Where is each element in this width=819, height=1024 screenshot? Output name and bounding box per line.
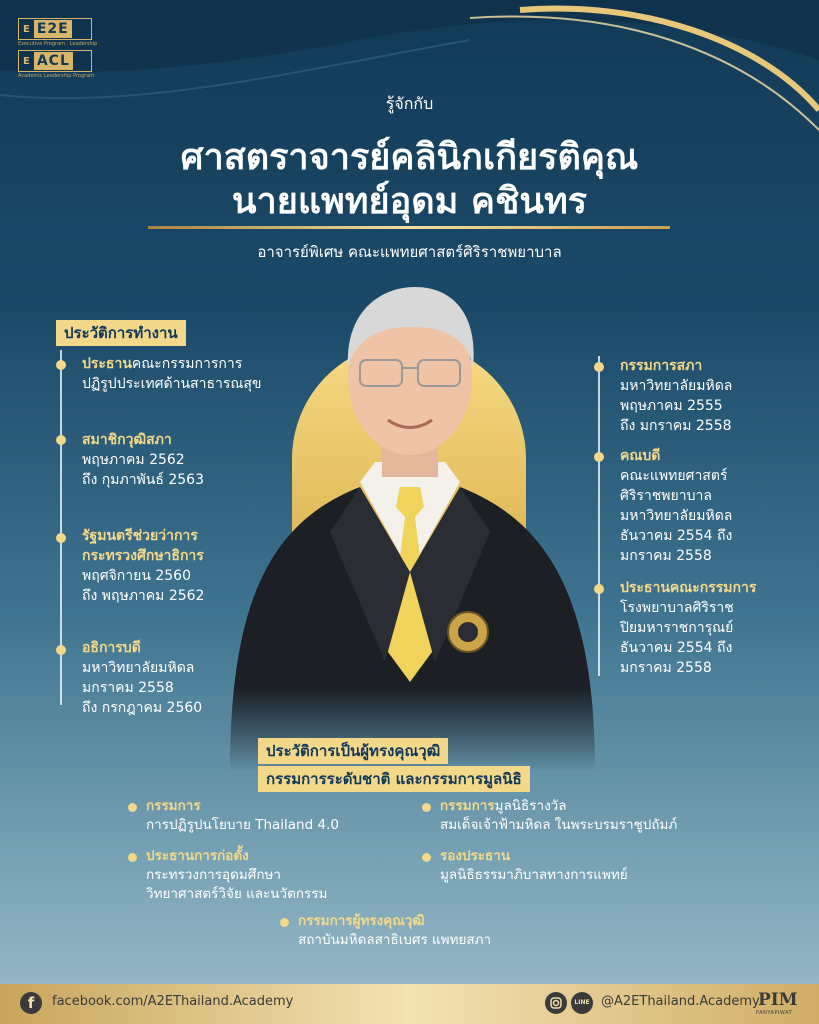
entry-detail: มกราคม 2558 [620,548,712,564]
qualified-entry-2 [440,797,677,835]
timeline-bullet [594,362,604,372]
entry-detail: ถึง มกราคม 2558 [620,418,732,434]
entry-heading: คณบดี [620,448,661,464]
entry-heading: สมาชิกวุฒิสภา [82,432,172,448]
facebook-link[interactable]: facebook.com/A2EThailand.Academy [52,994,294,1009]
social-handle[interactable]: @A2EThailand.Academy [601,994,760,1009]
entry-detail: วิทยาศาสตร์วิจัย และนวัตกรรม [146,886,328,902]
entry-detail: ธันวาคม 2554 ถึง [620,640,733,656]
e2e-logo [18,18,92,40]
pim-logo-subtext: PANYAPIWAT [756,1010,793,1016]
qualified-entry-4 [440,847,628,885]
qualified-entry-3 [146,847,327,904]
timeline-bullet [56,645,66,655]
qualified-bullet [280,918,289,927]
entry-detail: มกราคม 2558 [82,680,174,696]
e2e-logo-subtext: Executive Program · Leadership [18,41,98,47]
pim-logo: PIM [758,990,798,1010]
instagram-icon[interactable] [545,992,567,1014]
entry-heading: กรรมการ [440,798,495,814]
entry-heading: อธิการบดี [82,640,141,656]
qualified-entry-1 [146,797,339,835]
acl-logo [18,50,92,72]
qualified-label-line1: ประวัติการเป็นผู้ทรงคุณวุฒิ [258,738,448,764]
entry-detail: ธันวาคม 2554 ถึง [620,528,733,544]
entry-detail: ถึง กุมภาพันธ์ 2563 [82,472,204,488]
e2e-logo-text: E2E [34,20,72,38]
entry-heading: ประธาน [82,356,132,372]
page-subtitle: อาจารย์พิเศษ คณะแพทยศาสตร์ศิริราชพยาบาล [257,243,562,261]
page-title-line2: นายแพทย์อุดม คชินทร [231,181,588,222]
title-divider [148,226,670,229]
qualified-bullet [128,853,137,862]
entry-detail: กระทรวงการอุดมศึกษา [146,867,281,883]
acl-logo-text: ACL [34,52,73,70]
page-title-line1: ศาสตราจารย์คลินิกเกียรติคุณ [180,137,639,178]
portrait-illustration [210,272,610,772]
qualified-entry-5 [298,912,491,950]
entry-heading-line2: กระทรวงศึกษาธิการ [82,548,204,564]
entry-detail: สถาบันมหิดลสาธิเบศร แพทยสภา [298,932,492,948]
footer-bar [0,984,819,1024]
entry-heading: ประธานการก่อตั้ง [146,848,249,864]
qualified-bullet [128,803,137,812]
timeline-bullet [56,360,66,370]
entry-detail: ปิยมหาราชการุณย์ [620,620,734,636]
entry-heading: กรรมการ [146,798,201,814]
entry-detail: พฤษภาคม 2555 [620,398,723,414]
qualified-bullet [422,853,431,862]
entry-detail: มหาวิทยาลัยมหิดล [620,378,733,394]
logo-mark-icon: E [23,23,30,35]
timeline-bullet [594,452,604,462]
entry-detail: มูลนิธิธรรมาภิบาลทางการแพทย์ [440,867,628,883]
work-entry-right-3 [620,578,756,678]
entry-detail: ศิริราชพยาบาล [620,488,712,504]
entry-detail: สมเด็จเจ้าฟ้ามหิดล ในพระบรมราชูปถัมภ์ [440,817,678,833]
entry-heading: ประธานคณะกรรมการ [620,580,757,596]
acl-logo-subtext: Academic Leadership Program [18,73,95,79]
entry-detail: คณะแพทยศาสตร์ [620,468,728,484]
work-entry-right-1 [620,356,732,436]
entry-heading: รองประธาน [440,848,511,864]
entry-heading: กรรมการสภา [620,358,703,374]
entry-detail: ถึง พฤษภาคม 2562 [82,588,205,604]
work-entry-right-2 [620,446,732,566]
timeline-bullet [56,435,66,445]
entry-heading: รัฐมนตรีช่วยว่าการ [82,528,198,544]
right-timeline-line [598,356,600,676]
entry-detail: ถึง กรกฎาคม 2560 [82,700,203,716]
entry-detail: พฤศจิกายน 2560 [82,568,191,584]
entry-detail: การปฏิรูปนโยบาย Thailand 4.0 [146,817,339,833]
qualified-bullet [422,803,431,812]
timeline-bullet [594,584,604,594]
entry-heading-rest: มูลนิธิรางวัล [494,798,567,814]
intro-kicker: รู้จักกับ [385,94,434,113]
work-entry-1 [82,354,261,394]
entry-heading-rest: คณะกรรมการการ [131,356,243,372]
logo-mark-icon: E [23,55,30,67]
entry-detail: โรงพยาบาลศิริราช [620,600,734,616]
work-entry-2 [82,430,204,490]
entry-detail: มกราคม 2558 [620,660,712,676]
work-entry-3 [82,526,204,606]
work-history-label: ประวัติการทำงาน [56,320,186,346]
timeline-bullet [56,533,66,543]
entry-detail: พฤษภาคม 2562 [82,452,185,468]
entry-heading: กรรมการผู้ทรงคุณวุฒิ [298,913,425,929]
entry-detail: ปฏิรูปประเทศด้านสาธารณสุข [82,376,262,392]
line-icon[interactable]: LINE [571,992,593,1014]
qualified-label-line2: กรรมการระดับชาติ และกรรมการมูลนิธิ [258,766,530,792]
facebook-icon[interactable]: f [20,992,42,1014]
entry-detail: มหาวิทยาลัยมหิดล [620,508,733,524]
qualified-section-label [258,738,530,794]
work-entry-4 [82,638,202,718]
entry-detail: มหาวิทยาลัยมหิดล [82,660,195,676]
